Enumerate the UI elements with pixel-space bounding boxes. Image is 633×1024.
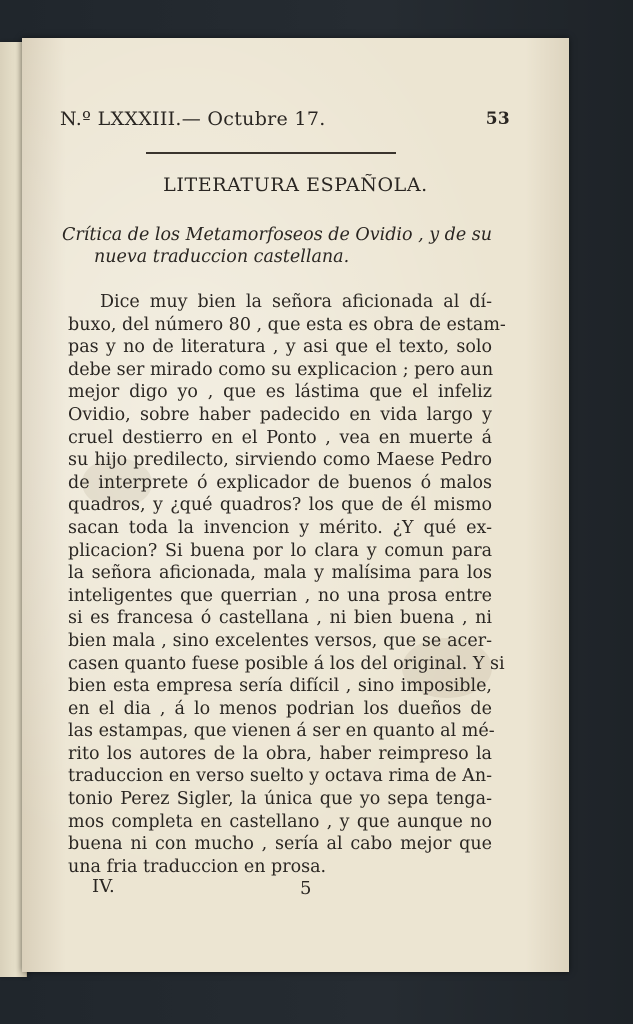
subtitle-line: Crítica de los Metamorfoseos de Ovidio , y de su <box>62 225 493 245</box>
book-page <box>22 38 569 972</box>
body-line: inteligentes que querrian , no una prosa entre <box>68 585 492 606</box>
page-number: 53 <box>485 109 510 129</box>
body-line: su hijo predilecto, sirviendo como Maese Pedro <box>68 450 492 471</box>
section-title: LITERATURA ESPAÑOLA. <box>163 174 428 196</box>
header-rule <box>146 152 396 154</box>
body-line: una fria traduccion en prosa. <box>68 856 327 877</box>
running-header <box>60 108 510 134</box>
article-subtitle <box>62 224 507 268</box>
body-line: en el dia , á lo menos podrian los dueños de <box>68 698 492 719</box>
body-line: tonio Perez Sigler, la única que yo sepa tenga- <box>68 789 492 810</box>
body-line: de interprete ó explicador de buenos ó malos <box>68 472 492 493</box>
body-line: casen quanto fuese posible á los del original. Y si <box>68 653 505 674</box>
body-line: bien esta empresa sería difícil , sino imposible, <box>68 676 492 697</box>
body-line: traduccion en verso suelto y octava rima de An- <box>68 766 492 787</box>
body-line: buxo, del número 80 , que esta es obra de estam- <box>68 314 506 335</box>
issue-heading: N.º LXXXIII.— Octubre 17. <box>60 108 326 130</box>
body-line: cruel destierro en el Ponto , vea en muerte á <box>68 427 492 448</box>
body-line: plicacion? Si buena por lo clara y comun para <box>68 540 492 561</box>
body-line: debe ser mirado como su explicacion ; pero aun <box>68 359 494 380</box>
body-line: si es francesa ó castellana , ni bien buena , ni <box>68 608 492 629</box>
body-line: las estampas, que vienen á ser en quanto al mé- <box>68 721 495 742</box>
body-line: quadros, y ¿qué quadros? los que de él mismo <box>68 495 492 516</box>
body-line: rito los autores de la obra, haber reimpreso la <box>68 743 492 764</box>
page-footer <box>92 876 352 900</box>
body-line: sacan toda la invencion y mérito. ¿Y qué ex- <box>68 517 492 538</box>
signature-mark: 5 <box>300 878 312 899</box>
body-line: la señora aficionada, mala y malísima para los <box>68 563 492 584</box>
body-line: pas y no de literatura , y asi que el texto, solo <box>68 337 492 358</box>
body-line: buena ni con mucho , sería al cabo mejor que <box>68 834 492 855</box>
body-line: mejor digo yo , que es lástima que el infeliz <box>68 382 492 403</box>
body-line: Ovidio, sobre haber padecido en vida largo y <box>68 404 492 425</box>
subtitle-line: nueva traduccion castellana. <box>94 247 350 267</box>
body-line: Dice muy bien la señora aficionada al dí- <box>100 292 492 312</box>
body-line: mos completa en castellano , y que aunque no <box>68 811 492 832</box>
volume-number: IV. <box>92 876 115 897</box>
body-line: bien mala , sino excelentes versos, que se acer- <box>68 630 492 651</box>
article-body <box>68 291 506 878</box>
